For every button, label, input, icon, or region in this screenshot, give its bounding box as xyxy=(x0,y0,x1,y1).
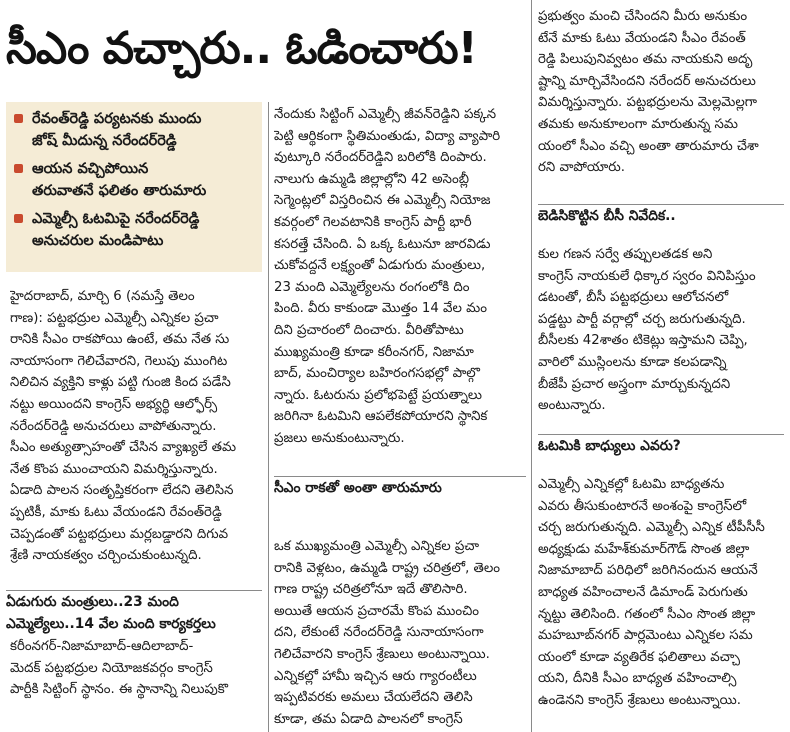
text-line: రానికి వెళ్లటం, ఉమ్మడి రాష్ట్ర చరిత్రలో, తెలం xyxy=(274,560,501,576)
text-line: శ్రేణి నాయకత్వం చర్చించుకుంటున్నది. xyxy=(10,548,202,564)
highlight-item xyxy=(14,208,254,252)
column-rule xyxy=(268,102,269,732)
text-line: అధ్యక్షుడు మహేశ్‌కుమార్‌గౌడ్ సొంత జిల్లా xyxy=(538,541,750,557)
text-line: కుల గణన సర్వే తప్పులతడక అని xyxy=(538,247,713,262)
text-line: వారిలో ముస్లింలను కూడా కలపడాన్ని xyxy=(538,354,727,370)
text-line: కసరత్తే చేసింది. ఏ ఒక్క ఓటునూ జారవిడు xyxy=(274,236,491,252)
text-line: ప్పటికీ, మాకు ఓటు వేయండని రేవంత్‌రెడ్డి xyxy=(10,504,222,520)
text-line: చెప్పడంతో పట్టభద్రులు మర్లబడ్డారని దిగువ xyxy=(10,526,229,542)
bullet-icon xyxy=(14,214,23,223)
highlight-line: తరువాతనే ఫలితం తారుమారు xyxy=(32,183,207,199)
text-line: ప్రభుత్వం మంచి చేసిందని మీరు అనుకుం xyxy=(538,9,748,24)
col2-body xyxy=(274,104,526,450)
col1-subhead xyxy=(6,590,262,635)
highlight-item xyxy=(14,158,254,202)
text-line: యంలో కూడా వ్యతిరేక ఫలితాలు వచ్చా xyxy=(538,649,740,665)
column-1 xyxy=(10,286,262,567)
text-line: హైదరాబాద్, మార్చి 6 (నమస్తే తెలం xyxy=(10,289,195,304)
text-line: బీసీలకు 42శాతం టికెట్లు ఇస్తామని చెప్పి, xyxy=(538,333,748,349)
text-line: ఇప్పటివరకు అమలు చేయలేదని తెలిసి xyxy=(274,690,473,706)
col3-body2 xyxy=(538,244,784,417)
text-line: నాలుగు ఉమ్మడి జిల్లాల్లోని 42 అసెంబ్లీ xyxy=(274,171,469,187)
text-line: కవర్గంలో గెలవటానికి కాంగ్రెస్ పార్టీ భారీ xyxy=(274,214,472,230)
text-line: ష్టాన్ని మార్చివేసిందని నరేందర్ అనుచరులు xyxy=(538,73,756,89)
text-line: రెడ్డి పిలుపునివ్వటం తమ నాయకుని అదృ xyxy=(538,52,753,68)
text-line: యంలో సీఎం వచ్చి అంతా తారుమారు చేశా xyxy=(538,138,759,154)
subhead-line: సీఎం రాకతో అంతా తారుమారు xyxy=(274,480,442,496)
text-line: పార్టీకి సిట్టింగ్ స్థానం. ఈ స్థానాన్ని నిలుపుకొ xyxy=(10,682,229,698)
text-line: తమకు అనుకూలంగా మారుతున్న సమ xyxy=(538,116,738,132)
text-line: నరేందర్‌రెడ్డి అనుచరులు వాపోతున్నారు. xyxy=(10,418,217,434)
text-line: నిజామాబాద్ పరిధిలో జరిగినందున ఆయనే xyxy=(538,563,758,579)
text-line: నాయాసంగా గెలిచేవారని, గెలుపు ముంగిట xyxy=(10,353,228,369)
text-line: 23 మంది ఎమ్మెల్యేలను రంగంలోకి దిం xyxy=(274,279,470,295)
column-3-bc-report xyxy=(538,244,784,417)
text-line: వుట్కూరి నరేందర్‌రెడ్డిని బరిలోకి దింపారు. xyxy=(274,150,487,166)
text-line: దిని ప్రచారంలో దించారు. వీరితోపాటు xyxy=(274,322,464,338)
text-line: నేందుకు సిట్టింగ్ ఎమ్మెల్సీ జీవన్‌రెడ్డిని పక్కన xyxy=(274,107,497,122)
subhead-line: బెడిసికొట్టిన బీసీ నివేదిక.. xyxy=(538,208,676,224)
text-line: గాణ రాష్ట్ర చరిత్రలోనూ ఇదే తొలిసారి. xyxy=(274,582,468,598)
text-line: రానికి సీఎం రాకపోయి ఉంటే, తమ నేత సు xyxy=(10,332,230,348)
column-rule xyxy=(531,0,532,732)
text-line: బీజేపీ ప్రచార అస్త్రంగా మార్చుకున్నదని xyxy=(538,376,731,392)
headline: సీఎం వచ్చారు.. ఓడించారు! xyxy=(6,23,477,74)
text-line: మహబూబ్‌నగర్ పార్లమెంటు ఎన్నికల సమ xyxy=(538,628,753,644)
text-line: ఏడాది పాలన సంతృప్తికరంగా లేదని తెలిసిన xyxy=(10,483,234,499)
text-line: గాణ): పట్టభద్రుల ఎమ్మెల్సీ ఎన్నికల ప్రచా xyxy=(10,310,219,326)
text-line: న్నారు. ఓటరును ప్రలోభపెట్టే ప్రయత్నాలు xyxy=(274,387,482,403)
text-line: కూడా, తమ ఏడాది పాలనలో కాంగ్రెస్ xyxy=(274,711,463,727)
text-line: సీఎం అత్యుత్సాహంతో చేసిన వ్యాఖ్యలే తమ xyxy=(10,440,237,456)
bullet-icon xyxy=(14,114,23,123)
text-line: రని వాపోయారు. xyxy=(538,160,625,176)
column-3 xyxy=(538,6,784,179)
highlights-box xyxy=(6,102,262,272)
text-line: దని, లేకుంటే నరేందర్‌రెడ్డి సునాయాసంగా xyxy=(274,625,484,641)
column-2 xyxy=(274,104,526,450)
highlight-line: అనుచరుల మండిపాటు xyxy=(32,233,164,249)
text-line: నట్టు అయిందని కాంగ్రెస్ అభ్యర్థి ఆల్ఫోర్స్ xyxy=(10,396,218,412)
text-line: పెట్టి ఆర్థికంగా స్థితిమంతుడు, విద్యా వ్యాపారి xyxy=(274,128,501,144)
subhead-line: ఎమ్మెల్యేలు..14 వేల మంది కార్యకర్తలు xyxy=(6,616,216,632)
subhead-line: ఏడుగురు మంత్రులు..23 మంది xyxy=(6,594,179,610)
col3-subhead-bc-report xyxy=(538,204,784,227)
subhead-line: ఓటమికి బాధ్యులు ఎవరు? xyxy=(538,438,681,454)
highlight-item xyxy=(14,108,254,152)
text-line: ఎమ్మెల్సీ ఎన్నికల్లో ఓటమి బాధ్యతను xyxy=(538,477,725,492)
text-line: కాంగ్రెస్ నాయకులే ధిక్కార స్వరం వినిపిస్తుం xyxy=(538,268,756,284)
text-line: అయితే ఆయన ప్రచారమే కొంప ముంచిం xyxy=(274,603,480,619)
col1-body xyxy=(10,286,262,567)
col3-body xyxy=(538,6,784,179)
highlight-line: ఆయన వచ్చిపోయిన xyxy=(32,161,149,177)
text-line: ఒక ముఖ్యమంత్రి ఎమ్మెల్సీ ఎన్నికల ప్రచా xyxy=(274,539,480,554)
text-line: టేనే మాకు ఓటు వేయండని సీఎం రేవంత్ xyxy=(538,30,746,46)
text-line: నేత కొంప ముంచాయని విమర్శిస్తున్నారు. xyxy=(10,461,218,477)
text-line: అంటున్నారు. xyxy=(538,398,606,414)
column-3-responsibility xyxy=(538,474,784,712)
text-line: విమర్శిస్తున్నారు. పట్టభద్రులను మెల్లమెల్లగా xyxy=(538,95,758,111)
text-line: ప్రజలు అనుకుంటున్నారు. xyxy=(274,430,405,446)
text-line: ముఖ్యమంత్రి కూడా కరీంనగర్, నిజామా xyxy=(274,344,474,360)
text-line: బాధ్యత వహించాలనే డిమాండ్ పెరుగుతు xyxy=(538,584,748,600)
text-line: సెగ్మెంట్లలో విస్తరించిన ఈ ఎమ్మెల్సీ నియోజ xyxy=(274,193,491,209)
text-line: గెలిచేవారని కాంగ్రెస్ శ్రేణులు అంటున్నాయి. xyxy=(274,646,490,662)
col2-body2 xyxy=(274,536,526,730)
text-line: ఉండెనని కాంగ్రెస్ శ్రేణులు అంటున్నాయి. xyxy=(538,692,741,708)
text-line: యని, దీనికి సీఎం బాధ్యత వహించాల్సి xyxy=(538,671,737,687)
text-line: జరిగినా ఓటమిని ఆపలేకపోయారని స్థానిక xyxy=(274,409,488,425)
column-2-continued xyxy=(274,536,526,730)
column-1-continued xyxy=(10,636,262,701)
bullet-icon xyxy=(14,164,23,173)
text-line: మెదక్ పట్టభద్రుల నియోజకవర్గం కాంగ్రెస్ xyxy=(10,660,213,676)
col2-subhead xyxy=(274,476,526,499)
text-line: డటంతో, బీసీ పట్టభద్రులు ఆలోచనలో xyxy=(538,290,729,306)
text-line: బాద్, మంచిర్యాల బహిరంగసభల్లో పాల్గొ xyxy=(274,366,480,382)
highlight-line: రేవంత్‌రెడ్డి పర్యటనకు ముందు xyxy=(32,111,202,127)
text-line: పడ్డట్టు పార్టీ వర్గాల్లో చర్చ జరుగుతున్నది. xyxy=(538,311,746,327)
col1-body2 xyxy=(10,636,262,701)
text-line: నిలిచిన వ్యక్తిని కాళ్లు పట్టి గుంజి కింద పడేసి xyxy=(10,375,231,391)
text-line: న్నట్టు తెలిసింది. గతంలో సీఎం సొంత జిల్లా xyxy=(538,606,756,622)
col3-subhead-responsibility xyxy=(538,434,784,457)
text-line: కరీంనగర్-నిజామాబాద్-ఆదిలాబాద్- xyxy=(10,639,194,654)
text-line: చుకోవద్దనే లక్ష్యంతో ఏడుగురు మంత్రులు, xyxy=(274,258,486,274)
highlight-line: జోష్ మీదున్న నరేందర్‌రెడ్డి xyxy=(32,133,177,149)
text-line: పింది. వీరు కాకుండా మొత్తం 14 వేల మం xyxy=(274,301,487,317)
text-line: చర్చ జరుగుతున్నది. ఎమ్మెల్సీ ఎన్నిక టీపీసీసీ xyxy=(538,520,765,536)
text-line: ఎన్నికల్లో హామీ ఇచ్చిన ఆరు గ్యారంటీలు xyxy=(274,668,477,684)
highlight-line: ఎమ్మెల్సీ ఓటమిపై నరేందర్‌రెడ్డి xyxy=(32,211,200,227)
text-line: ఎవరు తీసుకుంటారనే అంశంపై కాంగ్రెస్‌లో xyxy=(538,498,747,514)
col3-body3 xyxy=(538,474,784,712)
